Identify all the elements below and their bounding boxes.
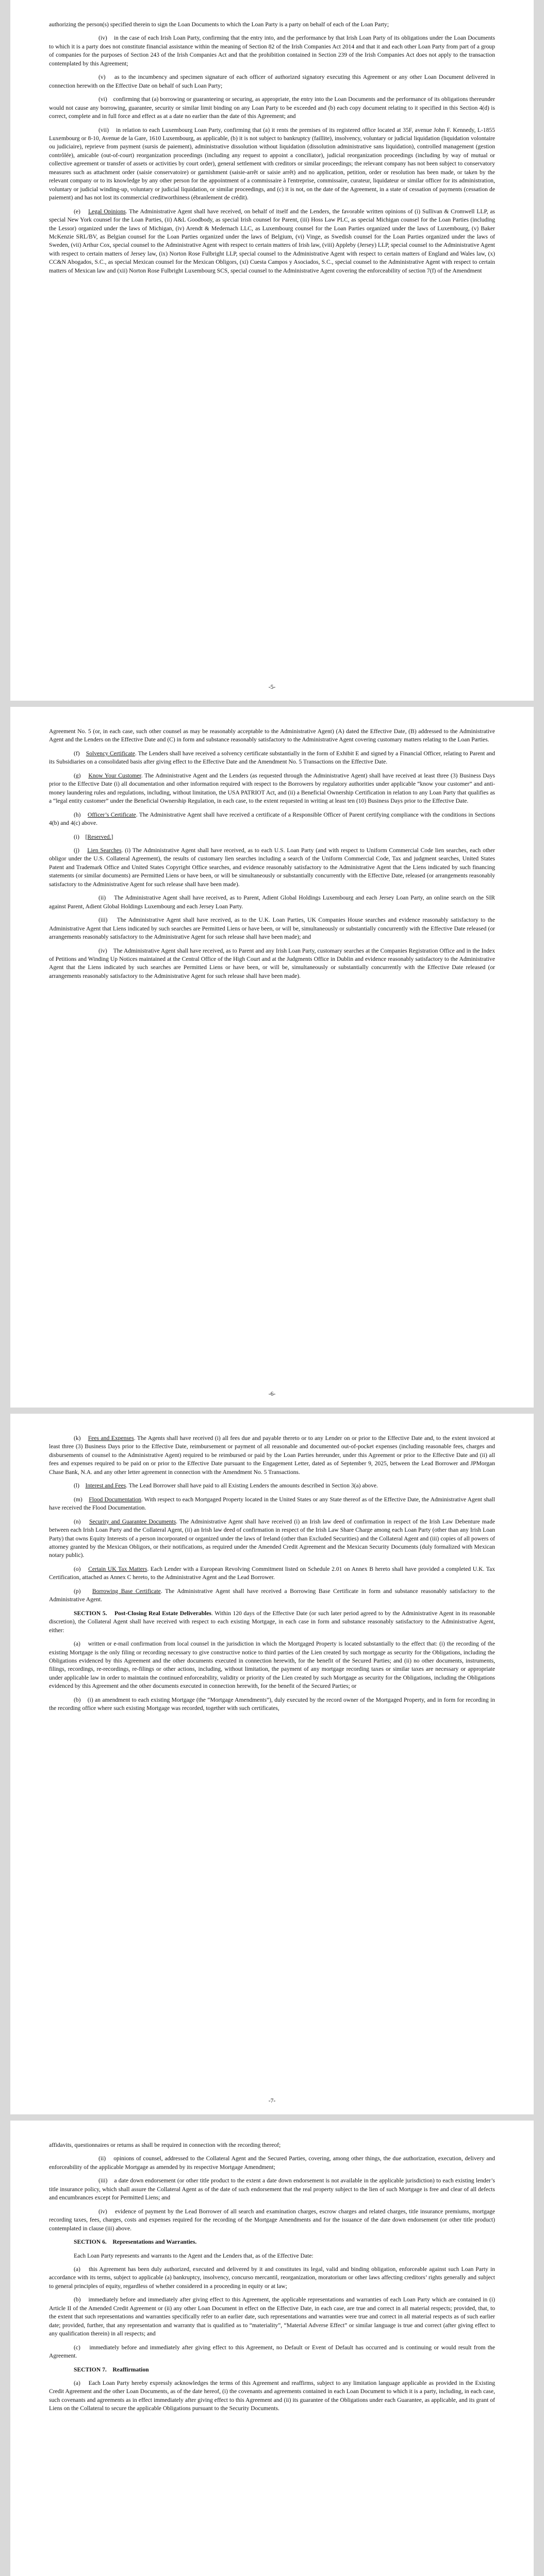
paragraph-o-uk-tax — [49, 1565, 495, 1582]
section-body: . The Agents shall have received (i) all fees due and payable thereto or to any Lender on or prior to the Effective Date and, to the extent invoiced at least three (3) Business Days prior to the Effective Date, reimbursement or payment of all reasonable and documented out-of-pocket expenses (including reasonable fees, charges and disbursements of counsel to the Administrative Agent) required to be reimbursed or paid by the Loan Parties hereunder, under this Agreement or prior to the Effective Date and (ii) all fees and expenses required to be paid on or prior to the Effective Date pursuant to the Engagement Letter, dated as of September 9, 2025, between the Lead Borrower and JPMorgan Chase Bank, N.A. and any other letter agreement in connection with the Amendment No. 5 Transactions. — [49, 1435, 496, 1476]
paragraph-g-kyc — [49, 772, 495, 806]
section-title: Security and Guarantee Documents — [89, 1518, 176, 1525]
paragraph-6a: (a) this Agreement has been duly authorized, executed and delivered by it and constitutes its legal, valid and binding obligation, enforceable against such Loan Party in accordance with its terms, subject to applicable (a) bankruptcy, insolvency, concurso mercantil, reorganization, moratorium or other laws affecting creditors’ rights generally and subject to general principles of equity, regardless of whether considered in a proceeding in equity or at law; — [49, 2265, 495, 2290]
paragraph-iv-irish-financial-assistance: (iv) in the case of each Irish Loan Party, confirming that the entry into, and the performance by that Irish Loan Party of its obligations under the Loan Documents to which it is a party does not constitute financial assistance within the meaning of Section 82 of the Irish Companies Act 2014 and that it and each other Loan Party from part of a group of companies for the purposes of Section 243 of the Irish Companies Act and that the prohibition contained in Section 239 of the Irish Companies Act does not apply to the transaction contemplated by this Agreement; — [49, 35, 495, 67]
paragraph-j-lien-searches — [49, 846, 495, 889]
item-number: (p) — [74, 1587, 81, 1595]
section-title: Interest and Fees — [85, 1482, 126, 1489]
item-number: (k) — [74, 1435, 81, 1442]
section-title: Borrowing Base Certificate — [92, 1587, 161, 1595]
paragraph-m-flood — [49, 1496, 495, 1513]
page-number: -7- — [268, 2097, 276, 2104]
section-body: . Each Lender with a European Revolving Commitment listed on Schedule 2.01 on Annex B hereto shall have provided a completed U.K. Tax Certification, attached as Annex C hereto, to the Administrative Agent and the Lead Borrower. — [49, 1565, 495, 1581]
paragraph-h-officers-certificate — [49, 811, 495, 828]
section-body: . The Administrative Agent shall have received, on behalf of itself and the Lenders, the favorable written opinions of (i) Sullivan & Cromwell LLP, as special New York counsel for the Loan Parties, (ii) A&L Goodbody, as special Irish counsel for Parent, (iii) Hoss Law PLC, as special Michigan counsel for the Loan Parties (including the Lessor) organized under the laws of Michigan, (iv) Arendt & Medernach LLC, as Luxembourg counsel for the Loan Parties organized under the laws of Luxembourg, (v) Baker McKenzie SRL/BV, as Belgian counsel for the Loan Parties organized under the laws of Belgium, (vi) Vinge, as Swedish counsel for the Loan Parties organized under the laws of Sweden, (vii) Arthur Cox, special counsel to the Administrative Agent with respect to certain matters of Irish law, (viii) Appleby (Jersey) LLP, special counsel to the Administrative Agent with respect to certain matters of Jersey law, (ix) Norton Rose Fulbright LLP, special counsel to the Administrative Agent with respect to certain matters of England and Wales law, (x) CC&N Abogados, S.C., as special Mexican counsel for the Mexican Obligors, (xi) Cuesta Campos y Asociados, S.C., special counsel to the Administrative Agent with respect to certain matters of Mexican law and (xii) Norton Rose Fulbright Luxembourg SCS, special counsel to the Administrative Agent covering the enforceability of section 7(f) of the Amendment — [49, 208, 496, 274]
item-number: (o) — [74, 1565, 81, 1572]
section-body: . The Lenders shall have received a solvency certificate substantially in the form of Exhibit E and signed by a Financial Officer, relating to Parent and its Subsidiaries on a consolidated basis after giving effect to the Effective Date and the Amendment No. 5 Transactions on the Effective Date. — [49, 750, 495, 766]
section-title: Solvency Certificate — [86, 750, 135, 757]
section-title: [Reserved.] — [85, 833, 113, 840]
item-number: (g) — [74, 772, 81, 779]
section-title: Officer’s Certificate — [87, 811, 136, 818]
document-page-5 — [10, 0, 534, 701]
section-body: . Within 120 days of the Effective Date (or such later period agreed to by the Administrative Agent in its reasonable discretion), the Collateral Agent shall have received with respect to each existing Mortgage, in each case in form and substance reasonably satisfactory to the Administrative Agent, either: — [49, 1609, 495, 1634]
paragraph-f-solvency — [49, 750, 495, 767]
paragraph-intro: authorizing the person(s) specified therein to sign the Loan Documents to which the Loan Party is a party on behalf of each of the Loan Party; — [49, 21, 389, 28]
section-body: . With respect to each Mortgaged Property located in the United States or any State thereof as of the Effective Date, the Administrative Agent shall have received the Flood Documentation. — [49, 1496, 496, 1512]
page-number: -5- — [268, 683, 276, 690]
paragraph-j-iii: (iii) The Administrative Agent shall have received, as to the U.K. Loan Parties, UK Companies House searches and evidence reasonably satisfactory to the Administrative Agent that Liens indicated by such searches are Permitted Liens or have been, or will be, simultaneously or substantially concurrently with the Effective Date released (or arrangements reasonably satisfactory to the Administrative Agent for such release shall have been made); and — [49, 917, 495, 941]
item-number: (f) — [74, 750, 80, 757]
paragraph-n-security — [49, 1518, 495, 1560]
page-number: -6- — [268, 1390, 276, 1397]
section-title: Know Your Customer — [88, 772, 141, 779]
item-number: (i) — [74, 833, 79, 840]
paragraph-iv-payment: (iv) evidence of payment by the Lead Borrower of all search and examination charges, escrow charges and related charges, title insurance premiums, mortgage recording taxes, fees, charges, costs and expenses required for the recording of the Mortgage Amendments and for the issuance of the date down endorsement (or other title product) contemplated in clause (iii) above. — [49, 2208, 495, 2232]
document-page-6 — [10, 707, 534, 1408]
section-body: . The Administrative Agent and the Lenders (as requested through the Administrative Agent) shall have received at least three (3) Business Days prior to the Effective Date (i) all documentation and other information required with respect to the Borrowers by regulatory authorities under applicable “know your customer” and anti-money laundering rules and regulations, including, without limitation, the USA PATRIOT Act, and (ii) a Beneficial Ownership Certification in relation to any Loan Party that qualifies as a “legal entity customer” under the Beneficial Ownership Regulation, in each case, to the extent requested in writing at least ten (10) Business Days prior to the Effective Date. — [49, 772, 495, 805]
paragraph-p-borrowing-base — [49, 1587, 495, 1604]
document-page-7 — [10, 1414, 534, 2114]
section-body: . The Lead Borrower shall have paid to all Existing Lenders the amounts described in Section 3(a) above. — [126, 1482, 378, 1489]
section-7-heading: SECTION 7. Reaffirmation — [74, 2366, 149, 2373]
paragraph-vii-luxembourg: (vii) in relation to each Luxembourg Loan Party, confirming that (a) it rents the premises of its registered office located at 35F, avenue John F. Kennedy, L-1855 Luxembourg or 8-10, Avenue de la Gare, 1610 Luxembourg, as applicable, (b) it is not subject to bankruptcy (faillite), insolvency, voluntary or judicial liquidation (liquidation volontaire ou judiciaire), reprieve from payment (sursis de paiement), administrative dissolution without liquidation (dissolution administrative sans liquidation), controlled management (gestion contrôlée), amicable (out-of-court) reorganization proceedings (including any request to appoint a conciliator), judicial reorganization proceedings (including by way of mutual or collective agreement or transfer of assets or activities by court order), general settlement with creditors or similar proceedings; the relevant company has not been subject to conservatory measures such as attachment order (saisie conservatoire) or garnishment (saisie-arrêt or saisie arrêt) and no application, petition, order or resolution has been made, or taken by the relevant company or to its knowledge by any other person for the appointment of a commissaire à l'entreprise, commissaire, curateur, liquidateur or similar officer for its administration, voluntary or judicial winding-up, voluntary or judicial liquidation, or similar proceedings, and (c) it is not, on the date of the Agreement, in a state of cessation of payments (cessation de paiement) and has not lost its commercial creditworthiness (ébranlement de crédit). — [49, 126, 495, 201]
section-6-intro: Each Loan Party represents and warrants to the Agent and the Lenders that, as of the Effective Date: — [74, 2252, 314, 2259]
document-page-8 — [10, 2121, 534, 2576]
item-number: (h) — [74, 811, 81, 818]
paragraph-5b: (b) (i) an amendment to each existing Mortgage (the “Mortgage Amendments”), duly executed by the record owner of the Mortgaged Property, and in form for recording in the recording office where such existing Mortgage was recorded, together with such certificates, — [49, 1696, 495, 1712]
section-title: Legal Opinions — [88, 208, 126, 215]
section-title: Certain UK Tax Matters — [88, 1565, 147, 1572]
paragraph-5a: (a) written or e-mail confirmation from local counsel in the jurisdiction in which the Mortgaged Property is located substantially to the effect that: (i) the recording of the existing Mortgage is the only filing or recording necessary to give constructive notice to third parties of the Lien created by such mortgage as security for the Obligations, including the Obligations evidenced by this Agreement and the other documents executed in connection herewith, for the benefit of the Secured Parties; and (ii) no other documents, instruments, filings, recordings, re-recordings, re-filings or other actions, including, without limitation, the payment of any mortgage recording taxes or similar taxes are necessary or appropriate under applicable law in order to maintain the continued enforceability, validity or priority of the Lien created by such Mortgage as security for the Obligations, including the Obligations evidenced by this Agreement and the other documents executed in connection herewith, for the benefit of the Secured Parties; or — [49, 1640, 495, 1690]
paragraph-continuation: affidavits, questionnaires or returns as shall be required in connection with the recording thereof; — [49, 2142, 281, 2148]
paragraph-l-interest — [49, 1482, 495, 1490]
section-title: Flood Documentation — [89, 1496, 141, 1503]
item-number: (j) — [74, 846, 79, 854]
item-number: (l) — [74, 1482, 79, 1489]
paragraph-j-iv: (iv) The Administrative Agent shall have received, as to Parent and any Irish Loan Party, customary searches at the Companies Registration Office and in the Index of Petitions and Winding Up Notices maintained at the Central Office of the High Court and at the Judgments Office in Dublin and evidence reasonably satisfactory to the Administrative Agent that the Liens indicated by such searches are Permitted Liens or have been, or will be, simultaneously or substantially concurrently with the Effective Date released (or arrangements reasonably satisfactory to the Administrative Agent for such release shall have been made). — [49, 947, 495, 979]
item-number: (n) — [74, 1518, 81, 1525]
section-body: . (i) The Administrative Agent shall have received, as to each U.S. Loan Party (and with respect to Uniform Commercial Code lien searches, each other obligor under the U.S. Collateral Agreement), the results of customary lien searches including a search of the Uniform Commercial Code, Tax and judgment searches, United States Patent and Trademark Office and United States Copyright Office searches, and evidence reasonably satisfactory to the Administrative Agent that the Liens indicated by such financing statements (or similar documents) are Permitted Liens or have been, or will be simultaneously or substantially concurrently with the Effective Date, released (or arrangements reasonably satisfactory to the Administrative Agent for such release shall have been made). — [49, 846, 495, 888]
paragraph-6b: (b) immediately before and immediately after giving effect to this Agreement, the applicable representations and warranties of each Loan Party which are contained in (i) Article II of the Amended Credit Agreement or (ii) any other Loan Document in effect on the Effective Date, in each case, are true and correct in all material respects; provided, that, to the extent that such representations and warranties specifically refer to an earlier date, such representations and warranties were true and correct in all material respects as of such earlier date; provided, further, that any representation and warranty that is qualified as to “materiality”, “Material Adverse Effect” or similar language is true and correct (after giving effect to any qualification therein) in all respects; and — [49, 2296, 495, 2337]
section-title: Fees and Expenses — [88, 1435, 134, 1442]
paragraph-e-legal-opinions — [49, 208, 495, 276]
paragraph-iii-endorsement: (iii) a date down endorsement (or other title product to the extent a date down endorsement is not available in the applicable jurisdiction) to each existing lender’s title insurance policy, which shall assure the Collateral Agent as of the date of such endorsement that the real property subject to the lien of such Mortgage is free and clear of all defects and encumbrances except for Permitted Liens; and — [49, 2177, 495, 2201]
paragraph-ii-opinions: (ii) opinions of counsel, addressed to the Collateral Agent and the Secured Parties, covering, among other things, the due authorization, execution, delivery and enforceability of the applicable Mortgage as amended by its respective Mortgage Amendment; — [49, 2155, 495, 2171]
section-heading: SECTION 5. Post-Closing Real Estate Deliverables — [74, 1609, 211, 1617]
paragraph-continuation: Agreement No. 5 (or, in each case, such other counsel as may be reasonably acceptable to the Administrative Agent) (A) dated the Effective Date, (B) addressed to the Administrative Agent and the Lenders on the Effective Date and (C) in form and substance reasonably satisfactory to the Administrative Agent covering customary matters relating to the Loan Parties. — [49, 728, 495, 743]
paragraph-k-fees — [49, 1434, 495, 1477]
section-6-heading: SECTION 6. Representations and Warranties. — [74, 2239, 197, 2246]
paragraph-7a: (a) Each Loan Party hereby expressly acknowledges the terms of this Agreement and reaffirms, subject to any limitation language applicable as provided in the Existing Credit Agreement and the other Loan Documents, as of the date hereof, (i) the covenants and agreements contained in each Loan Document to which it is a party, including, in each case, such covenants and agreements as in effect immediately after giving effect to this Agreement and (ii) its guarantee of the Obligations under each Guarantee, as applicable, and its grant of Liens on the Collateral to secure the applicable Obligations pursuant to the Security Documents. — [49, 2379, 495, 2412]
paragraph-vi-borrowing-limits: (vi) confirming that (a) borrowing or guaranteeing or securing, as appropriate, the entry into the Loan Documents and the performance of its obligations thereunder would not cause any borrowing, guarantee, security or similar limit binding on any Loan Party to be exceeded and (b) each copy document relating to it specified in this Section 4(d) is correct, complete and in full force and effect as at a date no earlier than the date of this Agreement; and — [49, 96, 495, 120]
paragraph-v-incumbency: (v) as to the incumbency and specimen signature of each officer of authorized signatory executing this Agreement or any other Loan Document delivered in connection herewith on the Effective Date on behalf of such Loan Party; — [49, 74, 495, 89]
section-5 — [49, 1609, 495, 1635]
section-title: Lien Searches — [87, 846, 122, 854]
section-body: . The Administrative Agent shall have received a Borrowing Base Certificate in form and substance reasonably satisfactory to the Administrative Agent. — [49, 1587, 495, 1603]
paragraph-j-ii: (ii) The Administrative Agent shall have received, as to Parent, Adient Global Holdings Luxembourg and each Jersey Loan Party, an online search on the SIR against Parent, Adient Global Holdings Luxembourg and each Jersey Loan Party. — [49, 894, 495, 910]
item-number: (e) — [74, 208, 80, 215]
paragraph-i-reserved — [49, 833, 495, 841]
section-body: . The Administrative Agent shall have received a certificate of a Responsible Officer of Parent certifying compliance with the conditions in Sections 4(b) and 4(c) above. — [49, 811, 496, 827]
section-body: . The Administrative Agent shall have received (i) an Irish law deed of confirmation in respect of the Irish Law Debenture made between each Irish Loan Party and the Collateral Agent, (ii) an Irish law deed of confirmation in respect of the Irish Law Share Charge among each Loan Party (other than any Irish Loan Party) that owns Equity Interests of a person incorporated or organized under the laws of Ireland (other than Excluded Securities) and the Collateral Agent and (iii) copies of all powers of attorney granted by the Mexican Obligors, or their notifications, as required under the Amended Credit Agreement and the Mexican Security Documents (duly formalized with Mexican notary public). — [49, 1518, 496, 1559]
paragraph-6c: (c) immediately before and immediately after giving effect to this Agreement, no Default or Event of Default has occurred and is continuing or would result from the Agreement. — [49, 2344, 495, 2360]
item-number: (m) — [74, 1496, 83, 1503]
